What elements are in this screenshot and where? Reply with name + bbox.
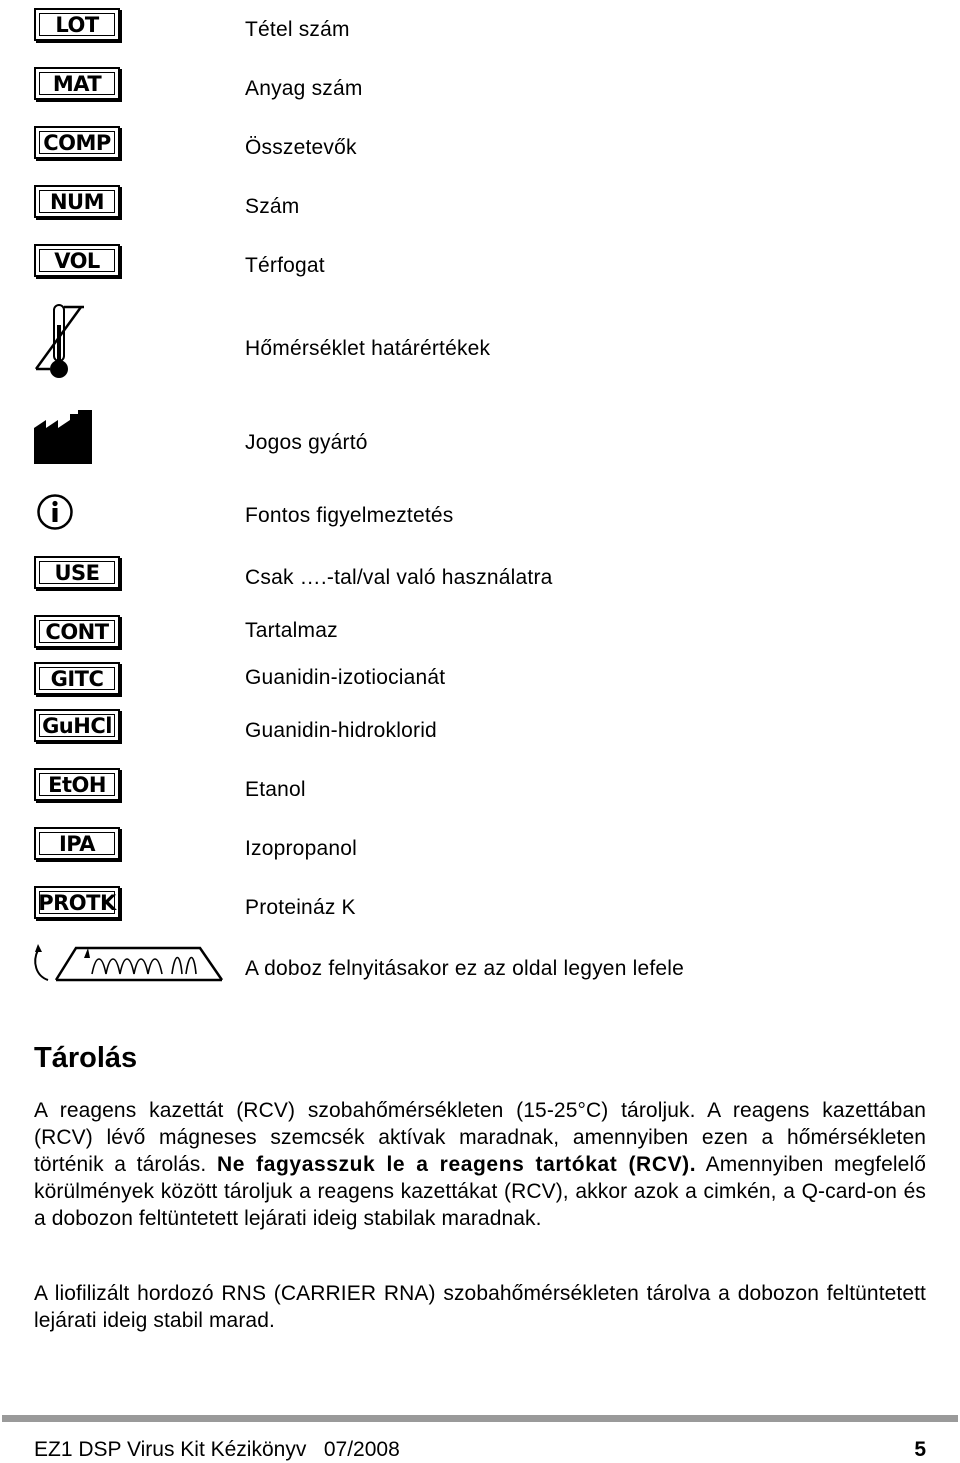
protk-symbol: PROTK bbox=[34, 886, 120, 919]
footer-title: EZ1 DSP Virus Kit Kézikönyv 07/2008 bbox=[34, 1438, 400, 1461]
use-symbol: USE bbox=[34, 556, 120, 589]
vol-symbol: VOL bbox=[34, 244, 120, 277]
manufacturer-icon bbox=[34, 410, 92, 464]
ipa-symbol: IPA bbox=[34, 827, 120, 860]
storage-paragraph-1 bbox=[34, 1097, 926, 1232]
storage-p1-bold: Ne fagyasszuk le a reagens tartókat (RCV). bbox=[216, 1153, 697, 1176]
lot-symbol: LOT bbox=[34, 8, 120, 41]
storage-heading: Tárolás bbox=[34, 1042, 138, 1074]
box-open-label: A doboz felnyitásakor ez az oldal legyen lefele bbox=[245, 957, 685, 980]
footer-rule bbox=[2, 1415, 958, 1422]
thermometer-label: Hőmérséklet határértékek bbox=[245, 337, 491, 360]
thermometer-limit-icon bbox=[34, 303, 90, 381]
guhcl-symbol: GuHCl bbox=[34, 709, 120, 742]
gitc-symbol: GITC bbox=[34, 662, 120, 695]
storage-p1-text-a: A reagens kazettát (RCV) szobahőmérsékleten (15-25°C) tároljuk. A reagens kazettában (RCV) lévő mágneses szemcsék aktívak maradnak, amennyiben ezen a hőmérsékleten történik a tárolás. bbox=[34, 1099, 926, 1176]
num-symbol: NUM bbox=[34, 185, 120, 218]
use-label: Csak ….-tal/val való használatra bbox=[245, 566, 553, 589]
mat-symbol: MAT bbox=[34, 67, 120, 100]
manufacturer-label: Jogos gyártó bbox=[245, 431, 368, 454]
comp-symbol: COMP bbox=[34, 126, 120, 159]
vol-label: Térfogat bbox=[245, 254, 325, 277]
cont-label: Tartalmaz bbox=[245, 619, 338, 642]
cont-symbol: CONT bbox=[34, 615, 120, 648]
info-icon bbox=[36, 493, 74, 531]
storage-p1-text-b: Amennyiben megfelelő körülmények között tároljuk a reagens kazettákat (RCV), akkor azok a cimkén, a Q-card-on és a dobozon feltüntetett lejárati ideig stabilak maradnak. bbox=[34, 1153, 926, 1230]
comp-label: Összetevők bbox=[245, 136, 357, 159]
ipa-label: Izopropanol bbox=[245, 837, 357, 860]
box-open-side-icon bbox=[32, 940, 224, 984]
gitc-label: Guanidin-izotiocianát bbox=[245, 666, 446, 689]
etoh-symbol: EtOH bbox=[34, 768, 120, 801]
storage-paragraph-2: A liofilizált hordozó RNS (CARRIER RNA) szobahőmérsékleten tárolva a dobozon feltüntetett lejárati ideig stabil marad. bbox=[34, 1282, 926, 1332]
guhcl-label: Guanidin-hidroklorid bbox=[245, 719, 437, 742]
etoh-label: Etanol bbox=[245, 778, 306, 801]
protk-label: Proteináz K bbox=[245, 896, 356, 919]
mat-label: Anyag szám bbox=[245, 77, 363, 100]
num-label: Szám bbox=[245, 195, 300, 218]
lot-label: Tétel szám bbox=[245, 18, 350, 41]
info-label: Fontos figyelmeztetés bbox=[245, 504, 454, 527]
page-number: 5 bbox=[914, 1438, 926, 1461]
